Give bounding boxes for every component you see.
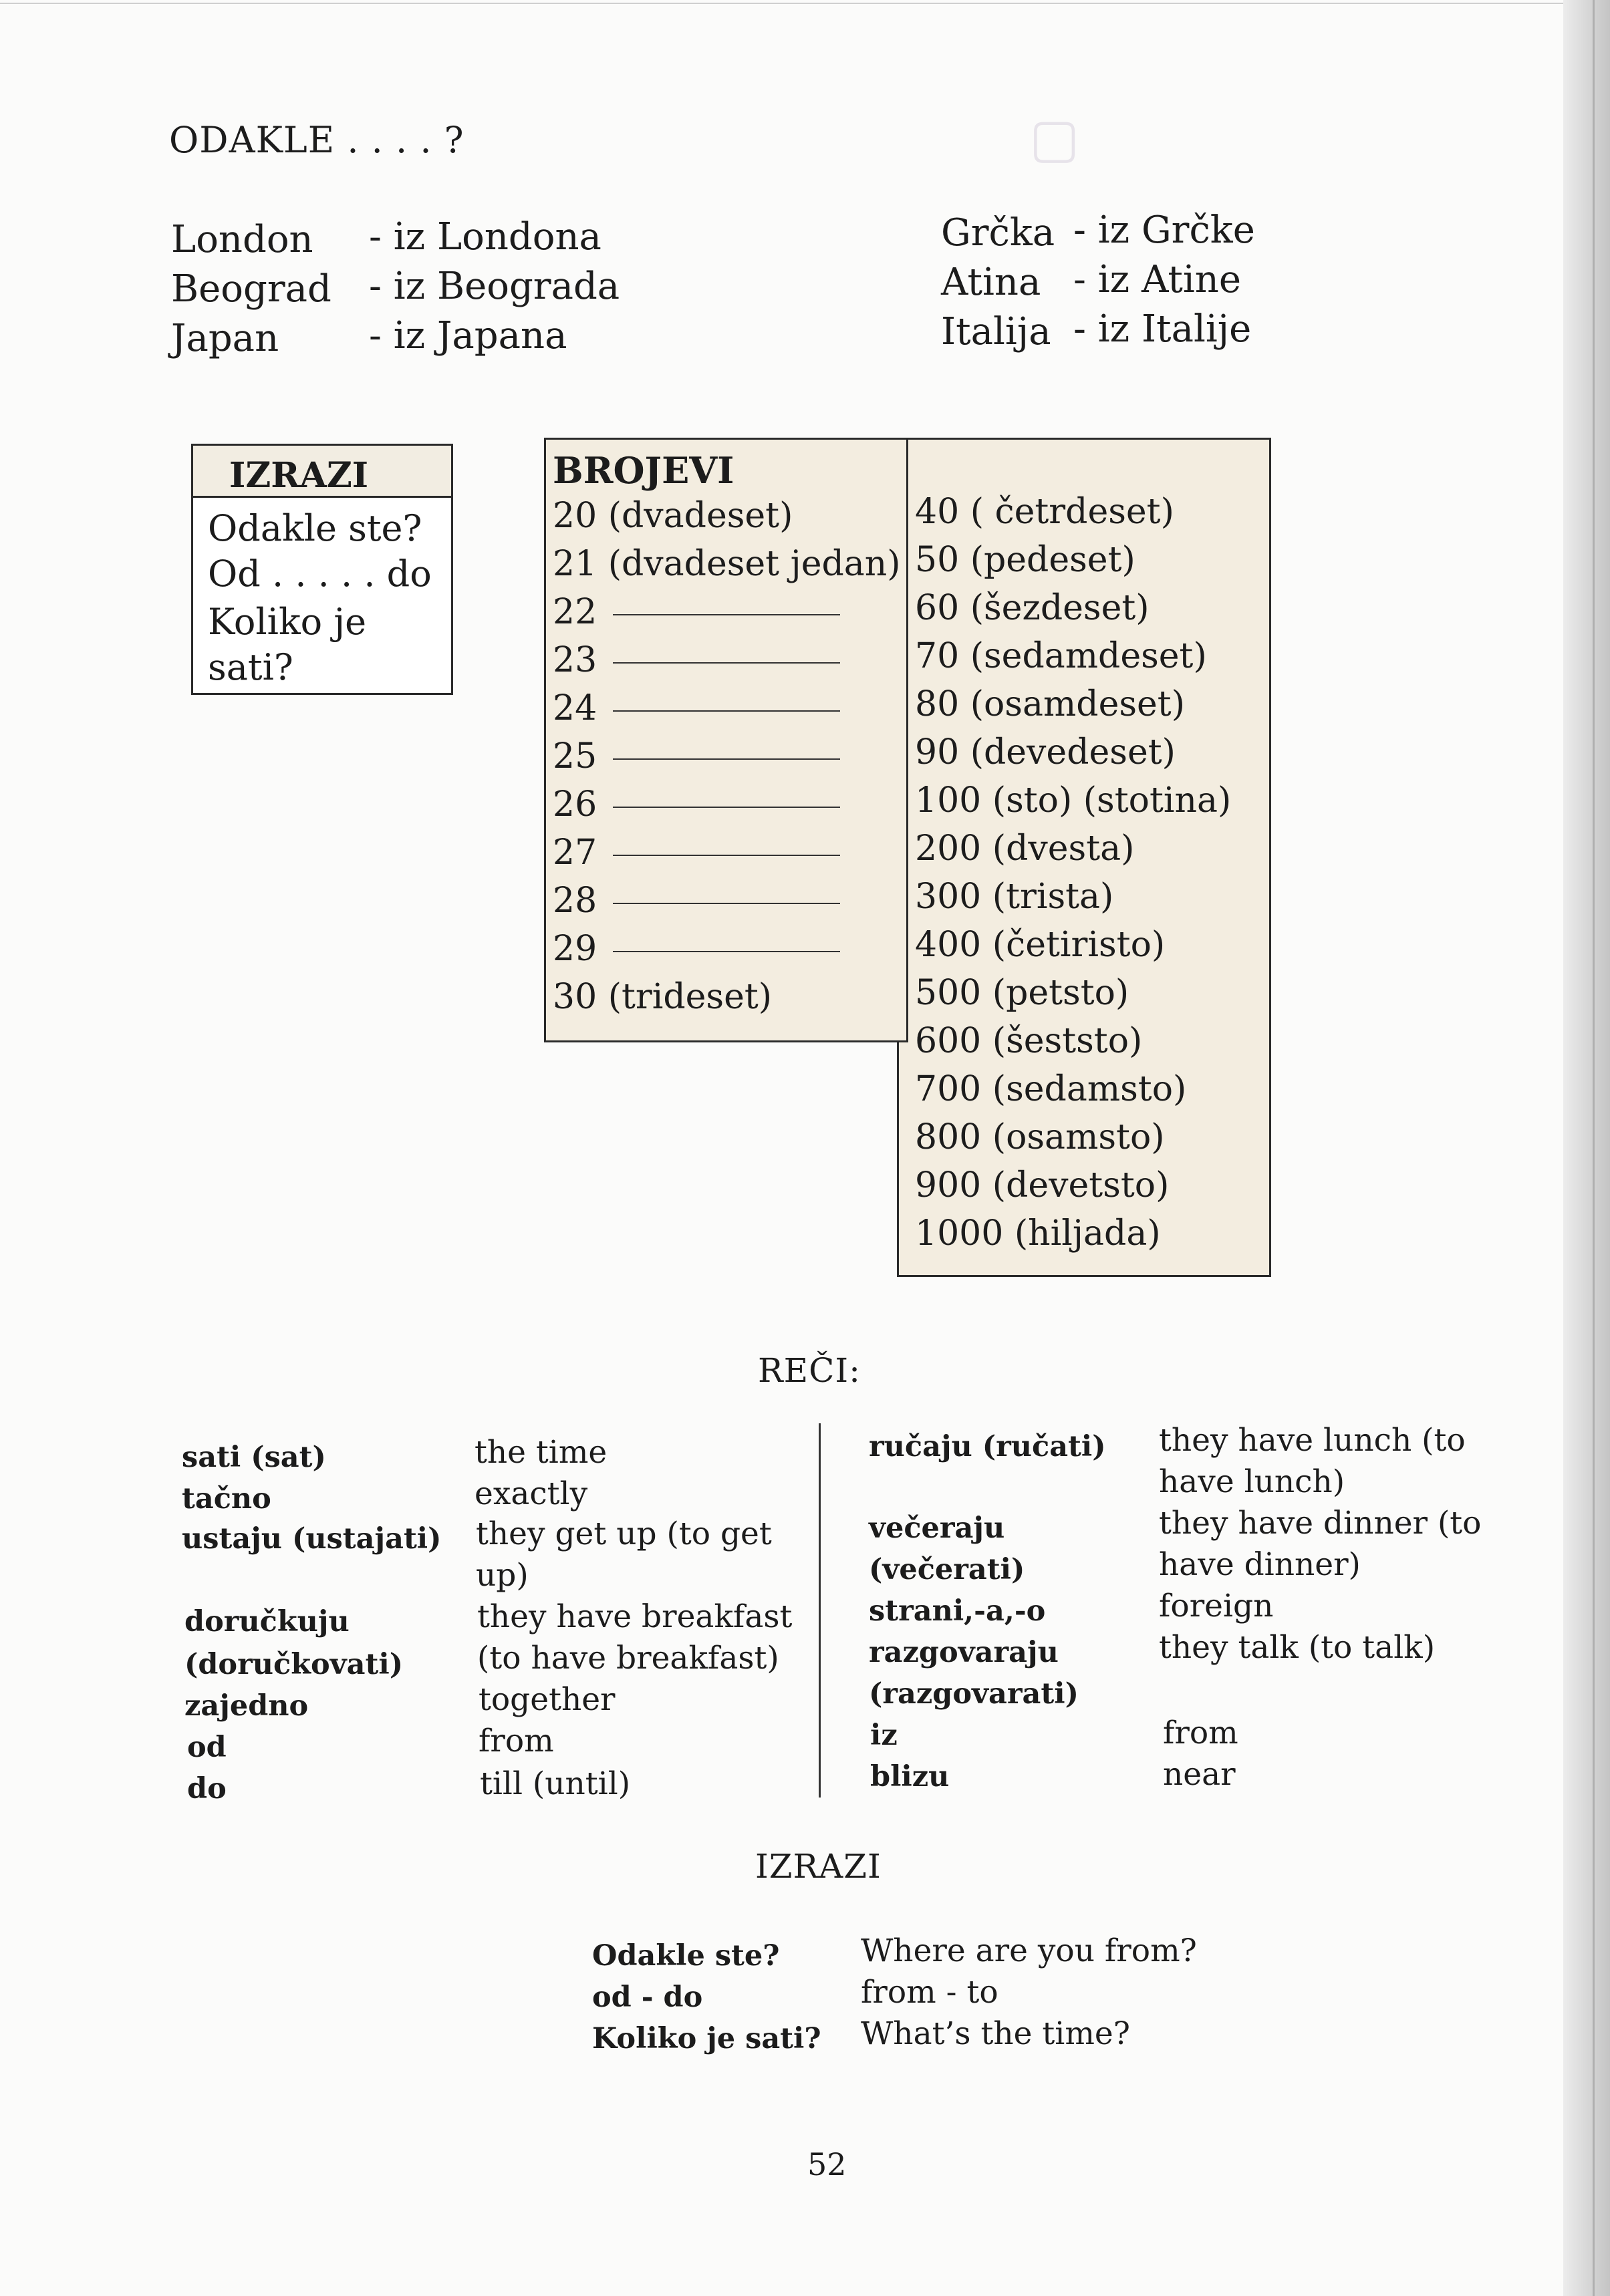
vocab-translation: they have breakfast	[477, 1598, 793, 1635]
vocab-translation: from	[1163, 1715, 1238, 1751]
city-name: Beograd	[171, 267, 331, 311]
vocab-term: (razgovarati)	[869, 1677, 1079, 1711]
number-entry: 500 (petsto)	[915, 973, 1129, 1013]
vocab-translation: till (until)	[480, 1765, 631, 1802]
answer-blank	[613, 614, 840, 615]
number-entry: 400 (četiristo)	[915, 925, 1166, 965]
vocab-term: od	[187, 1731, 227, 1764]
number-entry: 24	[553, 688, 840, 728]
number-entry: 700 (sedamsto)	[915, 1069, 1187, 1109]
vocab-term: tačno	[182, 1482, 271, 1516]
expression-term: Odakle ste?	[592, 1939, 780, 1973]
number-entry: 900 (devetsto)	[915, 1165, 1170, 1205]
izrazi-box-line: sati?	[208, 646, 293, 688]
vocab-translation: have dinner)	[1159, 1546, 1361, 1583]
izrazi-box-line: Od . . . . . do	[208, 553, 432, 595]
bleed-through-shadow: ▢	[1029, 107, 1080, 169]
vocab-translation: foreign	[1159, 1588, 1274, 1624]
vocab-translation: (to have breakfast)	[477, 1640, 779, 1677]
vocab-term: do	[187, 1772, 227, 1806]
city-name: Japan	[171, 317, 279, 360]
number-entry: 600 (šeststo)	[915, 1021, 1143, 1061]
vocab-translation: they have lunch (to	[1159, 1422, 1466, 1459]
city-from: - iz Japana	[369, 314, 567, 357]
number-entry: 22	[553, 592, 840, 632]
number-entry: 27	[553, 833, 840, 873]
city-name: Grčka	[941, 211, 1055, 255]
vocab-term: blizu	[870, 1760, 950, 1793]
city-from: - iz Beograda	[369, 265, 620, 308]
number-entry: 30 (trideset)	[553, 977, 773, 1017]
izrazi-box-line: Odakle ste?	[208, 507, 422, 549]
answer-blank	[613, 710, 840, 712]
izrazi-section-title: IZRAZI	[755, 1847, 882, 1886]
vocab-term: sati (sat)	[182, 1441, 326, 1474]
answer-blank	[613, 855, 840, 856]
vocab-term: strani,-a,-o	[869, 1594, 1046, 1628]
number-entry: 100 (sto) (stotina)	[915, 780, 1232, 821]
vocab-translation: up)	[476, 1557, 529, 1594]
number-entry: 800 (osamsto)	[915, 1117, 1165, 1157]
izrazi-box-title: IZRAZI	[229, 455, 369, 496]
number-entry: 40 ( četrdeset)	[915, 492, 1174, 532]
number-entry: 300 (trista)	[915, 877, 1114, 917]
brojevi-box-right	[897, 438, 1271, 1277]
answer-blank	[613, 951, 840, 952]
vocab-divider	[819, 1423, 821, 1798]
vocab-term: doručkuju	[184, 1605, 350, 1638]
vocab-translation: they talk (to talk)	[1159, 1629, 1436, 1666]
page-title: ODAKLE . . . . ?	[169, 119, 464, 161]
city-from: - iz Atine	[1073, 258, 1242, 301]
city-from: - iz Londona	[369, 215, 601, 259]
vocab-term: iz	[870, 1719, 898, 1752]
number-entry: 21 (dvadeset jedan)	[553, 544, 901, 584]
number-entry: 200 (dvesta)	[915, 829, 1135, 869]
vocab-term: zajedno	[184, 1689, 309, 1723]
vocab-translation: they get up (to get	[476, 1516, 772, 1552]
answer-blank	[613, 807, 840, 808]
vocab-term: razgovaraju	[869, 1636, 1059, 1669]
number-entry: 20 (dvadeset)	[553, 496, 793, 536]
izrazi-box-line: Koliko je	[208, 601, 367, 643]
izrazi-box	[191, 444, 453, 695]
page-top-edge	[0, 3, 1563, 4]
number-entry: 1000 (hiljada)	[915, 1213, 1161, 1254]
answer-blank	[613, 903, 840, 904]
city-name: Atina	[941, 261, 1041, 304]
vocab-translation: from	[479, 1723, 554, 1759]
vocab-term: (večerati)	[869, 1553, 1025, 1586]
number-entry: 70 (sedamdeset)	[915, 636, 1207, 676]
number-entry: 23	[553, 640, 840, 680]
expression-translation: Where are you from?	[861, 1932, 1197, 1969]
vocab-translation: they have dinner (to	[1159, 1505, 1482, 1542]
number-entry: 25	[553, 736, 840, 776]
book-gutter	[1563, 0, 1610, 2296]
vocab-term: ustaju (ustajati)	[182, 1522, 442, 1556]
vocab-term: večeraju	[869, 1512, 1005, 1545]
expression-term: Koliko je sati?	[592, 2022, 821, 2055]
reci-title: REČI:	[758, 1351, 861, 1390]
vocab-translation: exactly	[475, 1475, 588, 1512]
city-name: London	[171, 218, 313, 261]
vocab-translation: near	[1163, 1756, 1236, 1793]
number-entry: 50 (pedeset)	[915, 540, 1135, 580]
city-name: Italija	[941, 310, 1051, 353]
expression-translation: What’s the time?	[861, 2015, 1130, 2052]
vocab-term: (doručkovati)	[184, 1648, 404, 1681]
vocab-translation: the time	[475, 1434, 608, 1471]
number-entry: 60 (šezdeset)	[915, 588, 1150, 628]
vocab-term: ručaju (ručati)	[869, 1430, 1106, 1463]
answer-blank	[613, 662, 840, 664]
vocab-translation: have lunch)	[1159, 1463, 1345, 1500]
izrazi-box-header	[193, 446, 451, 498]
number-entry: 26	[553, 784, 840, 825]
page-number: 52	[807, 2146, 847, 2182]
number-entry: 80 (osamdeset)	[915, 684, 1185, 724]
number-entry: 28	[553, 881, 840, 921]
expression-term: od - do	[592, 1981, 703, 2014]
expression-translation: from - to	[861, 1974, 998, 2011]
number-entry: 90 (devedeset)	[915, 732, 1176, 772]
city-from: - iz Italije	[1073, 307, 1252, 351]
vocab-translation: together	[479, 1681, 616, 1718]
answer-blank	[613, 758, 840, 760]
brojevi-title: BROJEVI	[553, 449, 734, 492]
number-entry: 29	[553, 929, 840, 969]
city-from: - iz Grčke	[1073, 208, 1255, 252]
brojevi-box-left	[544, 438, 908, 1042]
